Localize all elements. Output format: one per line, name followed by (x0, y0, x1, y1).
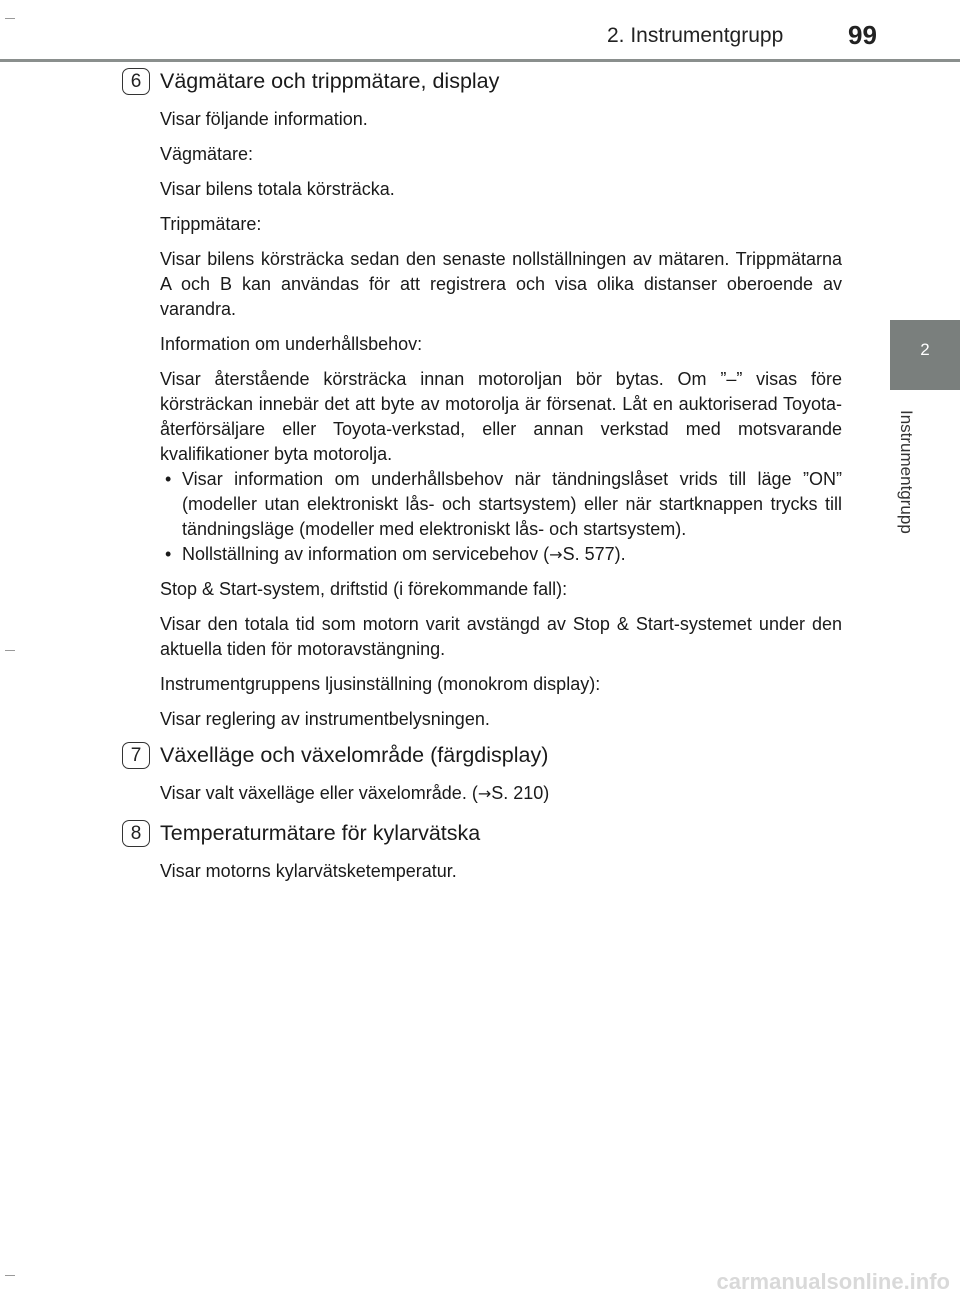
header-rule (0, 59, 960, 62)
paragraph: Visar reglering av instrumentbelysningen. (160, 709, 490, 729)
paragraph: Visar bilens körsträcka sedan den senaste nollställningen av mätaren. Trippmätarna A och B kan användas för att registrera och visa olika distanser oberoende av varandra. (160, 249, 842, 319)
paragraph: Visar motorns kylarvätsketemperatur. (160, 861, 457, 881)
chapter-side-label-text: Instrumentgrupp (897, 410, 916, 534)
chapter-tab-number: 2 (920, 340, 930, 359)
arrow-right-icon: → (477, 784, 492, 803)
bullet-item: • Visar information om underhållsbehov när tändningslåset vrids till läge ”ON” (modeller utan elektroniskt lås- och startsystem) eller när startknappen trycks till tändningsläge (modeller med elektroniskt lås- och startsystem). (160, 467, 842, 542)
subheading: Trippmätare: (160, 214, 262, 234)
crop-mark (5, 18, 15, 19)
item-number-badge: 8 (122, 820, 150, 847)
section-7-heading (122, 742, 842, 769)
paragraph: Visar bilens totala körsträcka. (160, 179, 395, 199)
crop-mark (5, 1275, 15, 1276)
subheading: Vägmätare: (160, 144, 254, 164)
section-6-heading (122, 68, 842, 95)
subheading: Stop & Start-system, driftstid (i förekommande fall): (160, 579, 568, 599)
chapter-tab (890, 320, 960, 390)
chapter-side-label (886, 410, 946, 550)
page-content (122, 68, 842, 884)
bullet-text: Visar information om underhållsbehov när tändningslåset vrids till läge ”ON” (modeller utan elektroniskt lås- och startsystem) eller när startknappen trycks till tändningsläge (modeller med elektroniskt lås- och startsystem). (182, 469, 842, 539)
section-title: Vägmätare och trippmätare, display (160, 69, 500, 93)
section-title: Växelläge och växelområde (färgdisplay) (160, 743, 549, 767)
section-8-body (160, 847, 842, 884)
section-6-body (160, 95, 842, 732)
subheading: Instrumentgruppens ljusinställning (monokrom display): (160, 674, 601, 694)
bullet-item: • Nollställning av information om servicebehov (→S. 577). (165, 544, 626, 564)
page-reference: S. 577). (562, 544, 626, 564)
watermark: carmanualsonline.info (716, 1269, 950, 1294)
section-title: Temperaturmätare för kylarvätska (160, 821, 481, 845)
item-number-badge: 6 (122, 68, 150, 95)
section-8-heading (122, 820, 842, 847)
crop-mark (5, 650, 15, 651)
paragraph: Visar valt växelläge eller växelområde. ( (160, 783, 478, 803)
arrow-right-icon: → (549, 545, 563, 564)
page-reference: S. 210) (491, 783, 550, 803)
chapter-title: 2. Instrumentgrupp (607, 24, 784, 47)
item-number-badge: 7 (122, 742, 150, 769)
paragraph: Visar följande information. (160, 109, 368, 129)
paragraph: Visar den totala tid som motorn varit avstängd av Stop & Start-systemet under den aktuella tiden för motoravstängning. (160, 614, 842, 659)
section-7-body (160, 769, 842, 806)
subheading: Information om underhållsbehov: (160, 334, 423, 354)
page-number: 99 (848, 20, 877, 50)
paragraph: Visar återstående körsträcka innan motoroljan bör bytas. Om ”–” visas före körsträckan innebär det att byte av motorolja är försenat. Låt en auktoriserad Toyota-återförsäljare eller Toyota-verkstad, eller annan verkstad med motsvarande kvalifikationer byta motorolja. (160, 369, 842, 464)
bullet-text: Nollställning av information om servicebehov ( (182, 544, 550, 564)
